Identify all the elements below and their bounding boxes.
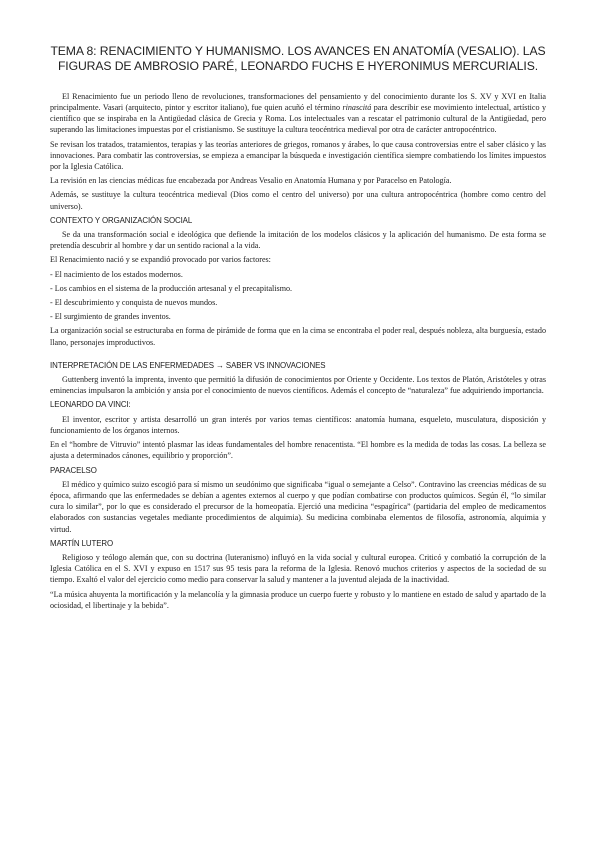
contexto-paragraph-3: La organización social se estructuraba en forma de pirámide de forma que en la cima se encontraba el poder real, después nobleza, alta burguesía, estado llano, personajes improductivos. — [50, 326, 546, 347]
list-item: - El nacimiento de los estados modernos. — [50, 269, 183, 279]
section-heading-leonardo: LEONARDO DA VINCI: — [50, 400, 131, 410]
document-page — [50, 44, 546, 614]
list-item: - El surgimiento de grandes inventos. — [50, 312, 171, 322]
paracelso-paragraph-1: El médico y químico suizo escogió para sí mismo un seudónimo que significaba “igual o semejante a Celso”. Contravino las creencias médicas de su época, afirmando que las enfermedades se debían a agentes externos al cuerpo y que podían combatirse con productos químicos. Según él, “lo similar cura lo similar”, por lo que es considerado el precursor de la homeopatía. Ejerció una medicina “espagírica” (partidaria del empleo de medicamentos elaborados con sustancias vegetales mediante procedimientos de alquimia). Su medicina combinaba elementos de filosofía, astronomía, alquimia y virtud. — [50, 479, 546, 534]
contexto-paragraph-2: El Renacimiento nació y se expandió provocado por varios factores: — [50, 255, 271, 265]
leonardo-paragraph-1: El inventor, escritor y artista desarrolló un gran interés por varios temas científicos: anatomía humana, esqueleto, musculatura, disposición y funcionamiento de los órganos internos. — [50, 414, 546, 435]
intro-paragraph-4: Además, se sustituye la cultura teocéntrica medieval (Dios como el centro del universo) por una cultura antropocéntrica (hombre como centro del universo). — [50, 190, 546, 211]
intro-term-rinascita: rinascitá — [342, 103, 372, 113]
page-title: TEMA 8: RENACIMIENTO Y HUMANISMO. LOS AVANCES EN ANATOMÍA (VESALIO). LAS FIGURAS DE AMBROSIO PARÉ, LEONARDO FUCHS E HYERONIMUS MERCURIALIS. — [50, 44, 546, 74]
intro-paragraph-1 — [50, 91, 546, 136]
intro-text-start: El Renacimiento fue un periodo lleno de revoluciones, transformaciones del pensamiento y del conocimiento durante los S. XV y XVI en Italia principalmente. Vasari (arquitecto, pintor y escritor italiano), fue quien acuñó el término — [50, 91, 546, 113]
intro-paragraph-2: Se revisan los tratados, tratamientos, terapias y las teorías anteriores de griegos, romanos y árabes, lo que causa controversias entre el saber clásico y las innovaciones. Para combatir las controversias, se empieza a emancipar la búsqueda e investigación científica siempre combatiendo los límites impuestos por la Iglesia Católica. — [50, 139, 546, 172]
list-item: - Los cambios en el sistema de la producción artesanal y el precapitalismo. — [50, 283, 293, 293]
intro-paragraph-3: La revisión en las ciencias médicas fue encabezada por Andreas Vesalio en Anatomía Humana y por Paracelso en Patología. — [50, 176, 452, 186]
section-heading-contexto: CONTEXTO Y ORGANIZACIÓN SOCIAL — [50, 215, 193, 225]
section-heading-enfermedades: INTERPRETACIÓN DE LAS ENFERMEDADES → SABER VS INNOVACIONES — [50, 360, 326, 370]
section-heading-paracelso: PARACELSO — [50, 465, 97, 475]
enfermedades-paragraph-1: Guttenberg inventó la imprenta, invento que permitió la difusión de conocimientos por Oriente y Occidente. Los textos de Platón, Aristóteles y otras eminencias impulsaron la ambición y ansia por el conocimiento de nuevos científicos. Además el concepto de “naturaleza” fue adquiriendo importancia. — [50, 375, 546, 396]
leonardo-paragraph-2: En el “hombre de Vitruvio” intentó plasmar las ideas fundamentales del hombre renacentista. “El hombre es la medida de todas las cosas. La belleza se ajusta a determinados cánones, equilibrio y proporción”. — [50, 440, 546, 461]
contexto-paragraph-1: Se da una transformación social e ideológica que defiende la imitación de los modelos clásicos y la aplicación del humanismo. De esta forma se pretendía descubrir al hombre y dar un sentido racional a la vida. — [50, 230, 546, 251]
intro-text-end: para describir ese movimiento intelectual, artístico y científico que se inspiraba en la Antigüedad clásica de Grecia y Roma. Los intelectuales van a rescatar el patrimonio cultural de la Antigüedad, pero superando las limitaciones impuestas por el cristianismo. Se sustituye la cultura teocéntrica medieval por otra de carácter antropocéntrico. — [50, 103, 546, 135]
factor-list — [50, 269, 546, 323]
lutero-quote: “La música ahuyenta la mortificación y la melancolía y la gimnasia produce un cuerpo fuerte y robusto y lo mantiene en estado de salud y apartado de la ociosidad, el libertinaje y la bebida”. — [50, 589, 546, 610]
list-item: - El descubrimiento y conquista de nuevos mundos. — [50, 298, 218, 308]
lutero-paragraph-1: Religioso y teólogo alemán que, con su doctrina (luteranismo) influyó en la vida social y cultural europea. Criticó y combatió la corrupción de la Iglesia Católica en el S. XVI y expuso en 1517 sus 95 tesis para la reforma de la Iglesia. Renovó muchos criterios y aspectos de la sociedad de su tiempo. Exaltó el valor del ejercicio como medio para conservar la salud y mantener a la juventud alejada de la inactividad. — [50, 552, 546, 585]
section-heading-lutero: MARTÍN LUTERO — [50, 538, 114, 548]
